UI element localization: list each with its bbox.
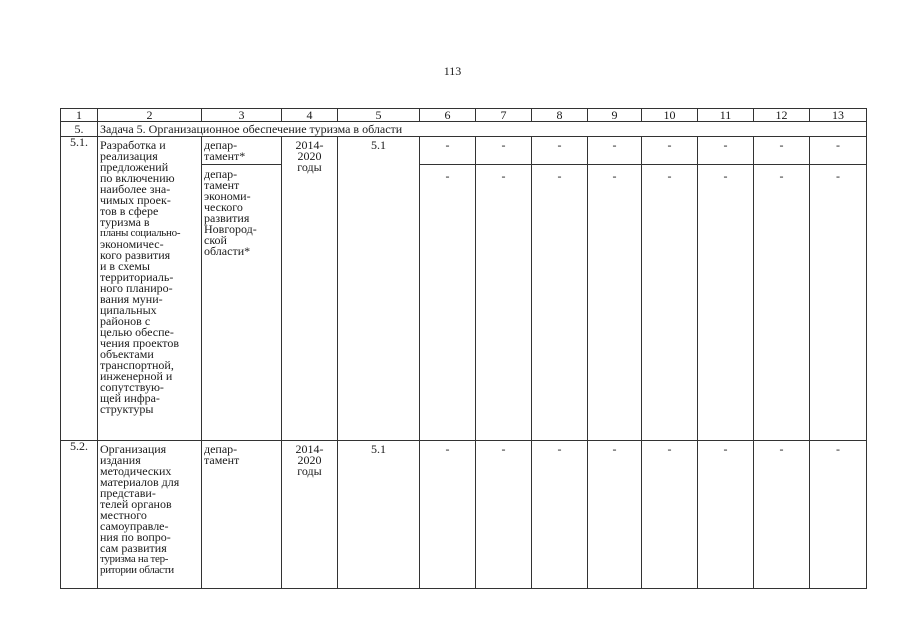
activity-name-line: сам развития	[100, 541, 167, 555]
activity-name-line: материалов для	[100, 475, 180, 489]
activity-name-line: целью обеспе-	[100, 325, 174, 339]
value: -	[667, 442, 672, 456]
activity-name-cell	[98, 137, 202, 441]
activity-name-line: ного планиро-	[100, 281, 173, 295]
column-number: 13	[810, 109, 867, 122]
target-cell	[338, 137, 420, 441]
activity-name-line: чения проектов	[100, 336, 180, 350]
activity-name-line: территориаль-	[100, 270, 174, 284]
value: -	[810, 137, 866, 165]
activity-name-line: вания муни-	[100, 292, 163, 306]
value-cell	[420, 441, 476, 589]
value-cell	[642, 137, 698, 441]
value: -	[557, 169, 562, 183]
value: -	[754, 137, 809, 165]
value: -	[836, 169, 840, 183]
value-cell	[476, 137, 532, 441]
table-row	[61, 137, 867, 441]
activity-name-line: ритории области	[100, 564, 174, 576]
activity-name-line: кого развития	[100, 248, 171, 262]
value: -	[420, 137, 475, 165]
column-number: 5	[338, 109, 420, 122]
value: -	[557, 442, 562, 456]
activity-name-line: и в схемы	[100, 259, 150, 273]
activity-name-line: сопутствую-	[100, 380, 164, 394]
value-cell	[810, 441, 867, 589]
column-number: 2	[98, 109, 202, 122]
column-number: 10	[642, 109, 698, 122]
task-title: Задача 5. Организационное обеспечение туризма в области	[98, 122, 867, 137]
activity-name-line: представи-	[100, 486, 156, 500]
value: -	[779, 169, 784, 183]
column-number-header-row	[61, 109, 867, 122]
task-number: 5.	[61, 122, 98, 137]
value: -	[667, 169, 672, 183]
value: -	[501, 169, 506, 183]
row-number: 5.1.	[61, 137, 98, 441]
executor-primary: депар- тамент	[204, 442, 240, 467]
column-number: 4	[282, 109, 338, 122]
value: -	[532, 137, 587, 165]
value: -	[836, 442, 840, 456]
activity-name-line: планы социально-	[100, 227, 181, 239]
period: 2014- 2020 годы	[295, 138, 324, 174]
value-cell	[698, 137, 754, 441]
column-number: 7	[476, 109, 532, 122]
executor-cell	[202, 441, 282, 589]
program-activities-table	[60, 108, 867, 589]
value: -	[612, 169, 617, 183]
activity-name-line: местного	[100, 508, 147, 522]
column-number: 1	[61, 109, 98, 122]
executor-cell	[202, 137, 282, 441]
value: -	[445, 442, 450, 456]
activity-name-line: самоуправле-	[100, 519, 169, 533]
value-cell	[754, 137, 810, 441]
column-number: 6	[420, 109, 476, 122]
target-indicator: 5.1	[371, 442, 386, 456]
value: -	[723, 169, 728, 183]
value-cell	[476, 441, 532, 589]
activity-name-line: структуры	[100, 402, 154, 416]
value-cell	[642, 441, 698, 589]
target-cell	[338, 441, 420, 589]
activity-name-line: транспортной,	[100, 358, 174, 372]
value: -	[501, 442, 506, 456]
value-cell	[754, 441, 810, 589]
table-row	[61, 441, 867, 589]
column-number: 9	[588, 109, 642, 122]
column-number: 12	[754, 109, 810, 122]
value-cell	[532, 441, 588, 589]
activity-name-line: предложений	[100, 160, 169, 174]
value-cell	[588, 137, 642, 441]
activity-name	[100, 441, 199, 576]
page-number: 113	[443, 64, 462, 78]
period-cell	[282, 441, 338, 589]
row-number: 5.2.	[61, 441, 98, 589]
value-cell	[588, 441, 642, 589]
period: 2014- 2020 годы	[295, 442, 324, 478]
activity-name-line: телей органов	[100, 497, 172, 511]
value: -	[642, 137, 697, 165]
value: -	[698, 137, 753, 165]
activity-name	[100, 137, 199, 415]
value: -	[476, 137, 531, 165]
executor-primary: депар- тамент*	[202, 137, 281, 165]
activity-name-line: Организация	[100, 442, 167, 456]
activity-name-line: реализация	[100, 149, 158, 163]
period-cell	[282, 137, 338, 441]
activity-name-line: районов с	[100, 314, 151, 328]
executor-secondary: депар- тамент экономи- ческого развития Новгород- ской области*	[204, 167, 257, 258]
activity-name-line: Разработка и	[100, 138, 166, 152]
activity-name-line: ципальных	[100, 303, 157, 317]
target-indicator: 5.1	[371, 138, 386, 152]
task-row	[61, 122, 867, 137]
activity-name-line: методических	[100, 464, 172, 478]
activity-name-line: по включению	[100, 171, 175, 185]
value: -	[445, 169, 450, 183]
activity-name-line: экономичес-	[100, 237, 164, 251]
activity-name-line: наиболее зна-	[100, 182, 171, 196]
value: -	[779, 442, 784, 456]
activity-name-line: щей инфра-	[100, 391, 160, 405]
column-number: 3	[202, 109, 282, 122]
column-number: 8	[532, 109, 588, 122]
value-cell	[420, 137, 476, 441]
value-cell	[532, 137, 588, 441]
value: -	[588, 137, 641, 165]
activity-name-line: чимых проек-	[100, 193, 171, 207]
value: -	[723, 442, 728, 456]
activity-name-line: туризма в	[100, 215, 150, 229]
value-cell	[698, 441, 754, 589]
column-number: 11	[698, 109, 754, 122]
activity-name-cell	[98, 441, 202, 589]
activity-name-line: инженерной и	[100, 369, 173, 383]
activity-name-line: тов в сфере	[100, 204, 159, 218]
value: -	[612, 442, 617, 456]
value-cell	[810, 137, 867, 441]
activity-name-line: туризма на тер-	[100, 553, 169, 565]
activity-name-line: издания	[100, 453, 141, 467]
activity-name-line: ния по вопро-	[100, 530, 171, 544]
activity-name-line: объектами	[100, 347, 154, 361]
